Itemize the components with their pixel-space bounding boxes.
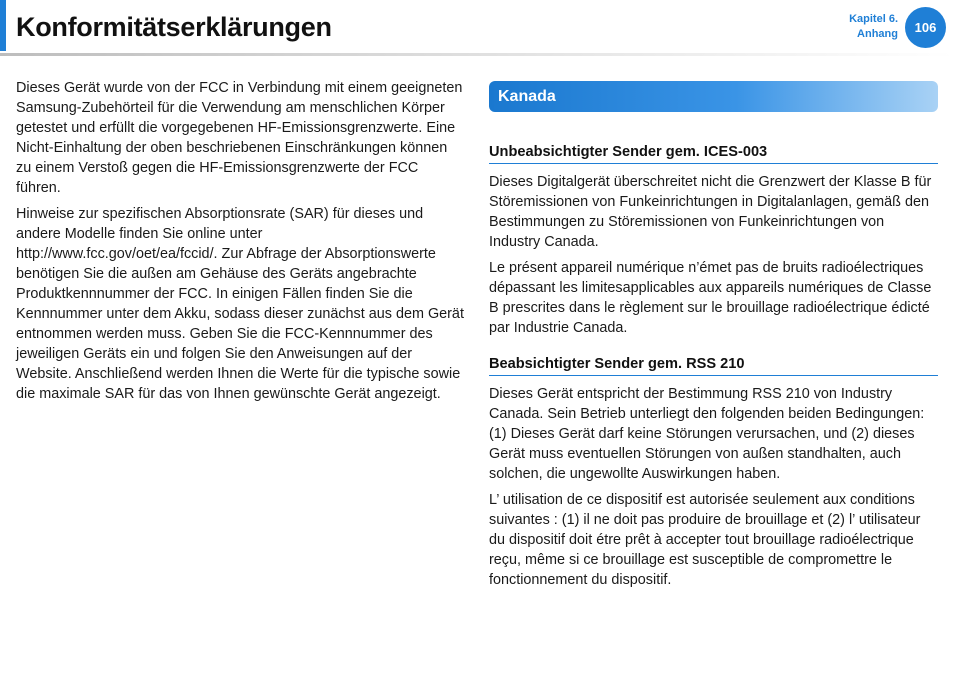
left-column [16, 78, 464, 410]
header-divider [0, 53, 954, 56]
page-title: Konformitätserklärungen [16, 12, 332, 42]
paragraph: Dieses Gerät entspricht der Bestimmung RSS 210 von Industry Canada. Sein Betrieb unterliegt den folgenden beiden Bedingungen: (1) Dieses Gerät darf keine Störungen verursachen, und (2) dieses Gerät muss eventuellen Störungen von außen standhalten, auch solchen, die ungewollte Auswirkungen haben. [489, 386, 925, 482]
subheading-rss-210: Beabsichtigter Sender gem. RSS 210 [489, 354, 938, 376]
paragraph: Dieses Gerät wurde von der FCC in Verbindung mit einem geeigneten Samsung-Zubehörteil für die Verwendung am menschlichen Körper getestet und erfüllt die vorgegebenen HF-Emissionsgrenzwerte. Eine Nicht-Einhaltung der oben beschriebenen Einschränkungen können zu einem Verstoß gegen die HF-Emissionsgrenzwerte der FCC führen. [16, 80, 463, 196]
subheading-ices-003: Unbeabsichtigter Sender gem. ICES-003 [489, 142, 938, 164]
paragraph: Dieses Digitalgerät überschreitet nicht die Grenzwert der Klasse B für Störemissionen von Funkeinrichtungen in Digitalanlagen, gemäß den Bestimmungen zu Störemissionen von Funkeinrichtungen von Industry Canada. [489, 174, 932, 250]
paragraph: Hinweise zur spezifischen Absorptionsrate (SAR) für dieses und andere Modelle finden Sie online unter http://www.fcc.gov/oet/ea/fccid/. Zur Abfrage der Absorptionswerte benötigen Sie die außen am Gehäuse des Geräts angebrachte Produktkennnummer der FCC. In einigen Fällen finden Sie die Kennnummer unter dem Akku, sodass dieser zunächst aus dem Gerät entnommen werden muss. Geben Sie die FCC-Kennnummer des jeweiligen Geräts ein und folgen Sie den Anweisungen auf der Website. Anschließend werden Ihnen die Werte für die typische sowie die maximale SAR für das von Ihnen gewünschte Gerät angezeigt. [16, 206, 464, 402]
chapter-label [849, 12, 898, 42]
right-column [489, 81, 938, 596]
page-number-badge: 106 [905, 7, 946, 48]
paragraph: Le présent appareil numérique n’émet pas de bruits radioélectriques dépassant les limitesapplicables aux appareils numériques de Classe B prescrites dans le règlement sur le brouillage radioélectrique édicté par Industrie Canada. [489, 260, 932, 336]
paragraph: L’ utilisation de ce dispositif est autorisée seulement aux conditions suivantes : (1) il ne doit pas produire de brouillage et (2) l’ utilisateur du dispositif doit étre prêt à accepter tout brouillage radioélectrique reçu, même si ce brouillage est susceptible de compromettre le fonctionnement du dispositif. [489, 492, 921, 588]
title-accent-bar [0, 0, 6, 51]
section-heading-canada: Kanada [489, 81, 938, 112]
chapter-name: Anhang [857, 28, 898, 40]
chapter-number: Kapitel 6. [849, 13, 898, 25]
